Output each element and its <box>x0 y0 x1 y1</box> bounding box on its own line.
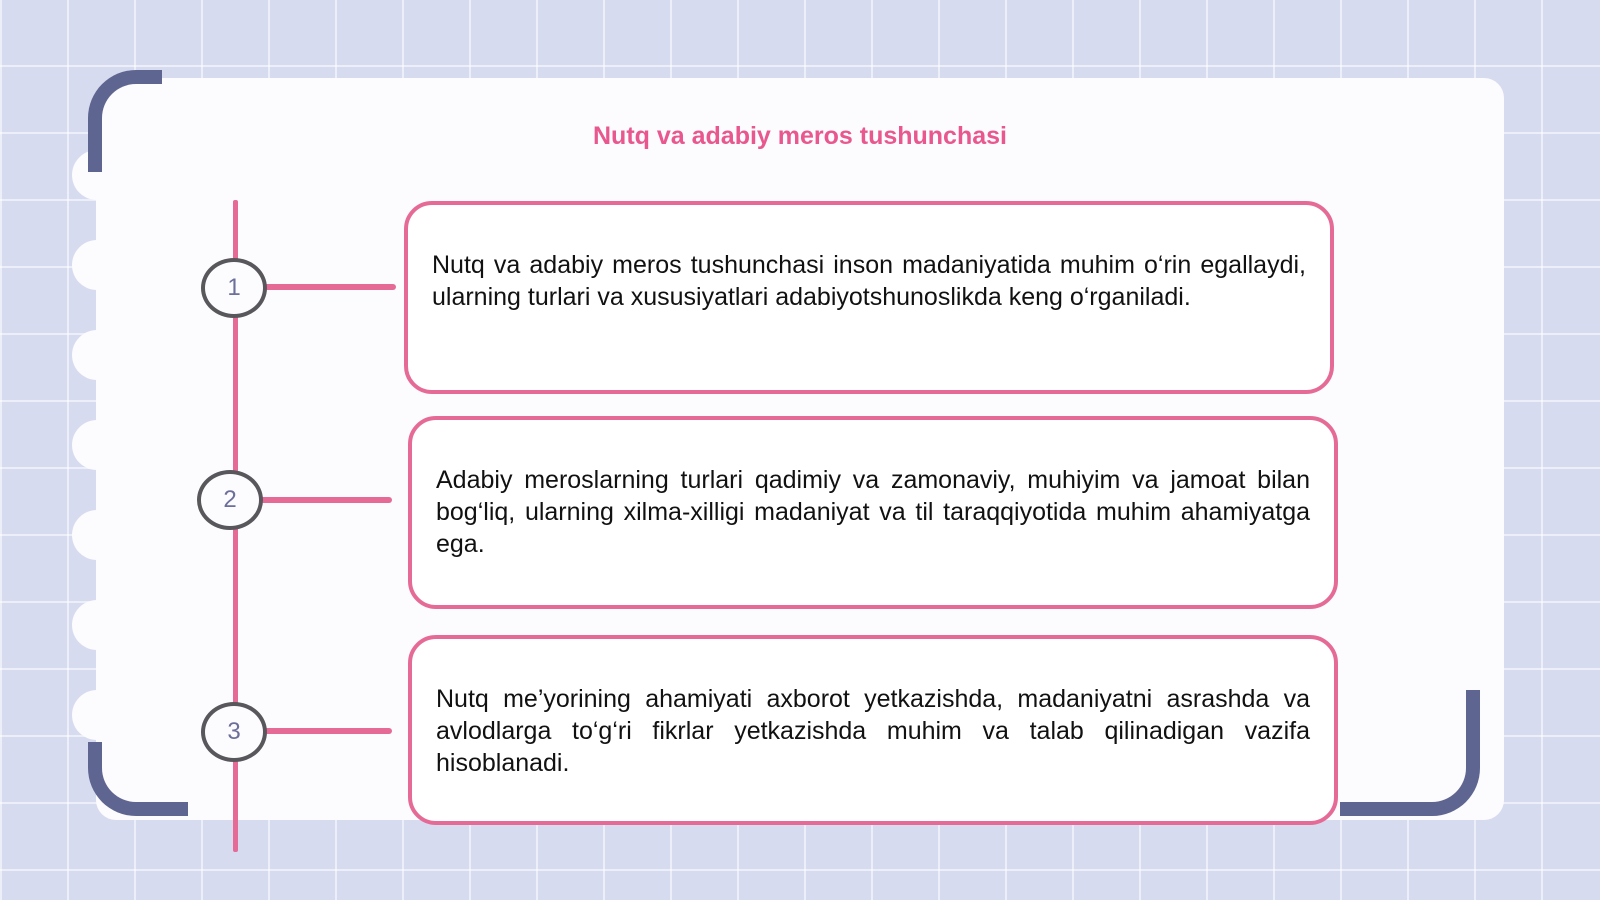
step-number-1: 1 <box>201 258 267 318</box>
paper-edge-bump <box>72 330 126 380</box>
content-text-2: Adabiy meroslarning turlari qadimiy va zamonaviy, muhiyim va jamoat bilan bog‘liq, ularning xilma-xilligi madaniyat va til taraqqiyotida muhim ahamiyatga ega. <box>436 466 1310 558</box>
step-number-3: 3 <box>201 702 267 762</box>
frame-corner-top-left <box>88 70 162 172</box>
paper-edge-bump <box>72 510 126 560</box>
connector-line-2 <box>260 497 392 503</box>
content-text-3: Nutq me’yorining ahamiyati axborot yetkazishda, madaniyatni asrashda va avlodlarga to‘g‘ri fikrlar yetkazishda muhim va talab qilinadigan vazifa hisoblanadi. <box>436 685 1310 777</box>
content-text-1: Nutq va adabiy meros tushunchasi inson madaniyatida muhim o‘rin egallaydi, ularning turlari va xususiyatlari adabiyotshunoslikda keng o‘rganiladi. <box>432 251 1306 311</box>
content-box-3 <box>408 635 1338 825</box>
content-box-1 <box>404 201 1334 394</box>
paper-edge-bump <box>72 240 126 290</box>
paper-edge-bump <box>72 690 126 740</box>
slide-title: Nutq va adabiy meros tushunchasi <box>593 122 1007 150</box>
frame-corner-bottom-right <box>1340 690 1480 816</box>
paper-edge-bump <box>72 600 126 650</box>
paper-edge-bump <box>72 420 126 470</box>
content-box-2 <box>408 416 1338 609</box>
connector-line-1 <box>262 284 396 290</box>
step-number-2: 2 <box>197 470 263 530</box>
connector-line-3 <box>262 728 392 734</box>
